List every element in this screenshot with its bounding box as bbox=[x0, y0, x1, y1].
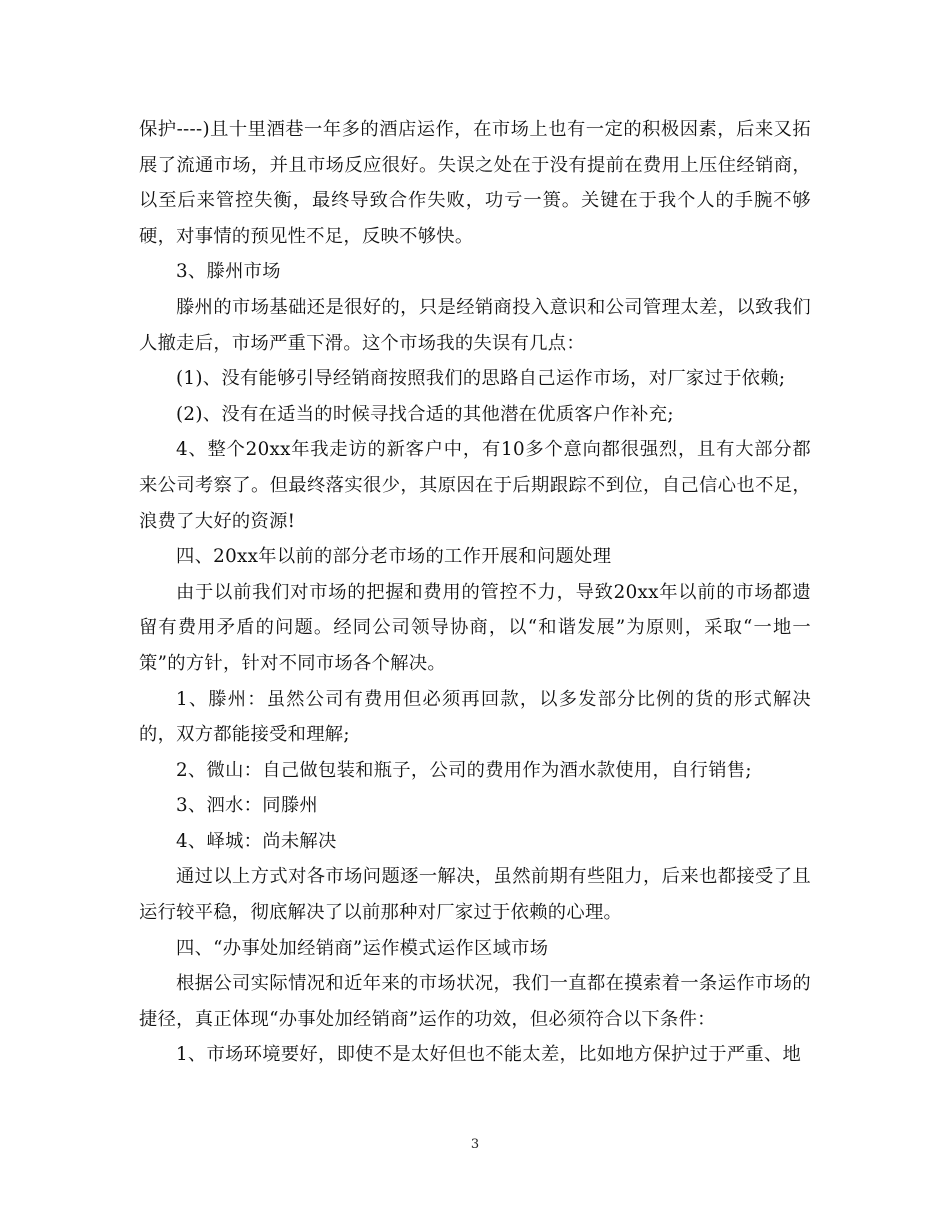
paragraph-new-customers: 4、整个20xx年我走访的新客户中，有10多个意向都很强烈，且有大部分都来公司考察了。但最终落实很少，其原因在于后期跟踪不到位，自己信心也不足，浪费了大好的资源! bbox=[139, 439, 811, 532]
paragraph-resolution-summary: 通过以上方式对各市场问题逐一解决，虽然前期有些阻力，后来也都接受了且运行较平稳，彻底解决了以前那种对厂家过于依赖的心理。 bbox=[139, 866, 811, 924]
page-number: 3 bbox=[470, 1137, 480, 1152]
section-heading-old-markets: 四、20xx年以前的部分老市场的工作开展和问题处理 bbox=[176, 546, 612, 568]
list-item-condition-1: 1、市场环境要好，即使不是太好但也不能太差，比如地方保护过于严重、地 bbox=[176, 1044, 802, 1066]
list-item-mistake-2: (2)、没有在适当的时候寻找合适的其他潜在优质客户作补充; bbox=[176, 403, 674, 425]
list-item-yicheng: 4、峄城：尚未解决 bbox=[176, 830, 337, 852]
list-item-tengzhou: 1、滕州：虽然公司有费用但必须再回款，以多发部分比例的货的形式解决的，双方都能接受和理解; bbox=[139, 688, 811, 746]
list-item-mistake-1: (1)、没有能够引导经销商按照我们的思路自己运作市场，对厂家过于依赖; bbox=[176, 368, 786, 390]
section-heading-tengzhou-market: 3、滕州市场 bbox=[176, 261, 281, 283]
document-body bbox=[139, 112, 811, 1073]
list-item-sishui: 3、泗水：同滕州 bbox=[176, 795, 318, 817]
list-item-weishan: 2、微山：自己做包装和瓶子，公司的费用作为酒水款使用，自行销售; bbox=[176, 759, 752, 781]
paragraph-old-markets-overview: 由于以前我们对市场的把握和费用的管控不力，导致20xx年以前的市场都遗留有费用矛盾的问题。经同公司领导协商，以“和谐发展”为原则，采取“一地一策”的方针，针对不同市场各个解决。 bbox=[139, 581, 811, 674]
paragraph-continuation: 保护----)且十里酒巷一年多的酒店运作，在市场上也有一定的积极因素，后来又拓展了流通市场，并且市场反应很好。失误之处在于没有提前在费用上压住经销商，以至后来管控失衡，最终导致合作失败，功亏一篑。关键在于我个人的手腕不够硬，对事情的预见性不足，反映不够快。 bbox=[139, 119, 811, 247]
section-heading-office-plus-distributor: 四、“办事处加经销商”运作模式运作区域市场 bbox=[176, 937, 549, 959]
paragraph-conditions-intro: 根据公司实际情况和近年来的市场状况，我们一直都在摸索着一条运作市场的捷径，真正体现“办事处加经销商”运作的功效，但必须符合以下条件： bbox=[139, 973, 811, 1030]
paragraph-tengzhou-overview: 滕州的市场基础还是很好的，只是经销商投入意识和公司管理太差，以致我们人撤走后，市场严重下滑。这个市场我的失误有几点： bbox=[139, 296, 811, 354]
